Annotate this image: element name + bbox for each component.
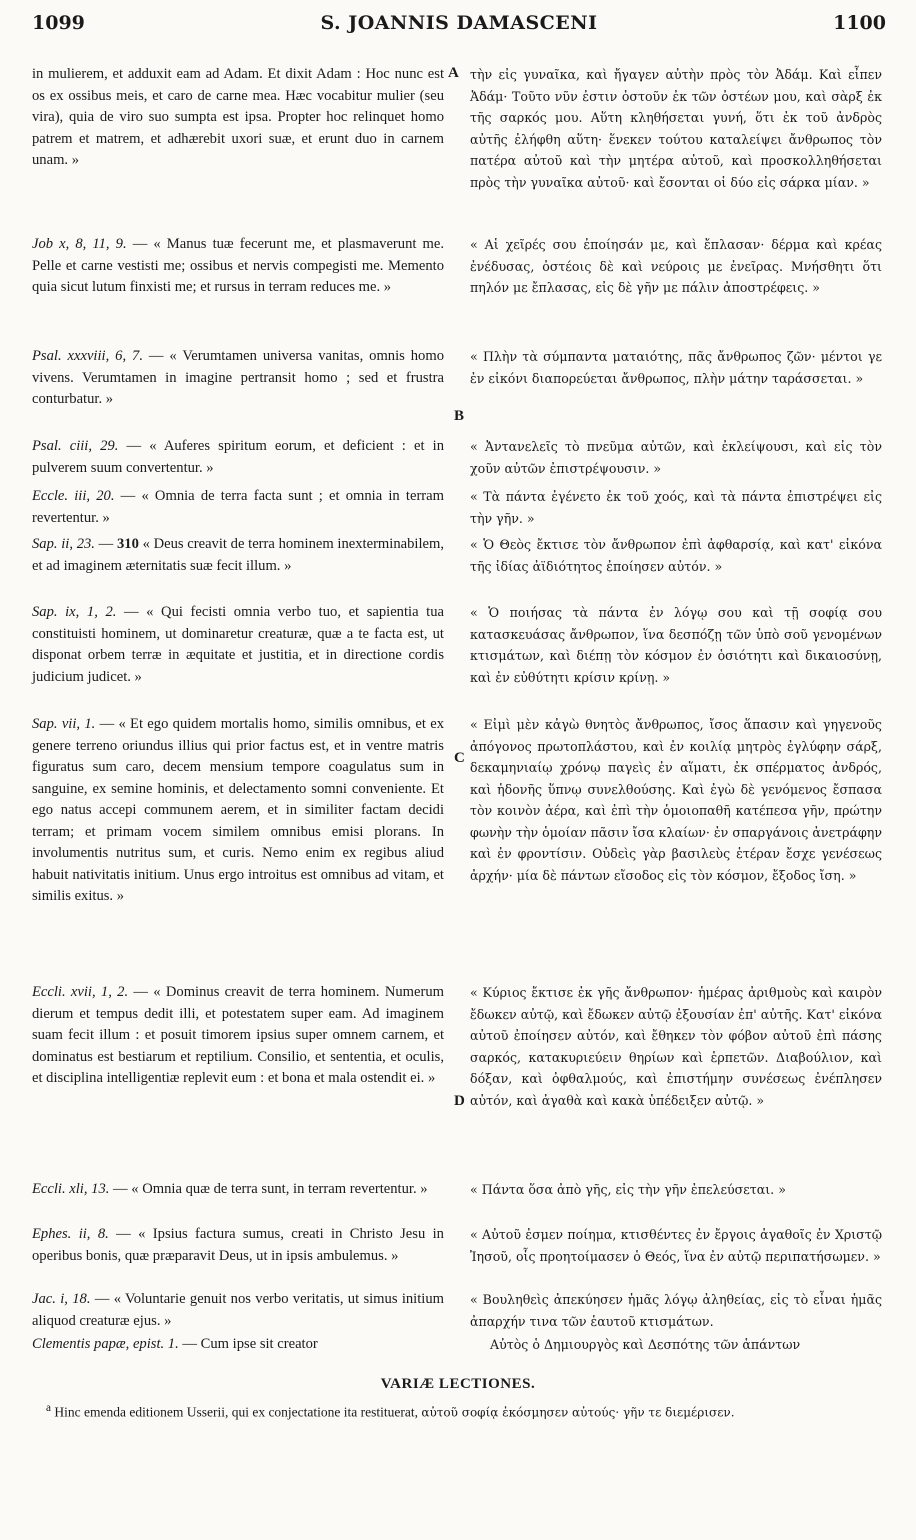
running-title: S. JOANNIS DAMASCENI — [320, 12, 598, 34]
latin-paragraph: Ephes. ii, 8. — « Ipsius factura sumus, creati in Christo Jesu in operibus bonis, quæ præparavit Deus, ut in ipsis ambulemus. » — [32, 1226, 444, 1264]
latin-paragraph: Eccli. xvii, 1, 2. — « Dominus creavit de terra hominem. Numerum dierum et tempus dedit illi, et potestatem super eam. Ad imaginem suam fecit illum : et posuit timorem ipsius super omnem carnem, et dominatus est bestiarum et reptilium. Consilio, et sententia, et oculis, et disciplina intelligentiæ replevit eum : et bona et mala ostendit ei. » — [32, 984, 444, 1086]
latin-paragraph: Sap. ii, 23. — 310 « Deus creavit de terra hominem inexterminabilem, et ad imaginem æternitatis suæ fecit illum. » — [32, 536, 444, 574]
greek-paragraph: « Αὐτοῦ ἐσμεν ποίημα, κτισθέντες ἐν ἔργοις ἀγαθοῖς ἐν Χριστῷ Ἰησοῦ, οἷς προητοίμασεν ὁ Θεός, ἵνα ἐν αὐτῷ περιπατήσωμεν. » — [470, 1227, 882, 1264]
greek-paragraph: « Πλὴν τὰ σύμπαντα ματαιότης, πᾶς ἄνθρωπος ζῶν· μέντοι γε ἐν εἰκόνι διαπορεύεται ἄνθρωπος, πλὴν μάτην ταράσσεται. » — [470, 349, 882, 386]
footnote-greek: αὐτοῦ σοφίᾳ ἐκόσμησεν αὐτούς· γῆν τε διεμέρισεν. — [421, 1405, 735, 1420]
scripture-reference: Psal. ciii, 29. — [32, 438, 119, 454]
latin-paragraph: in mulierem, et adduxit eam ad Adam. Et dixit Adam : Hoc nunc est os ex ossibus meis, et caro de carne mea. Hæc vocabitur mulier (seu vira), quia de viro suo sumpta est ipsa. Propter hoc relinquet homo patrem et matrem, et adhærebit uxori suæ, et erunt duo in carnem unam. » — [32, 66, 444, 168]
page-header — [32, 12, 886, 42]
page-number-right: 1100 — [833, 12, 886, 34]
greek-paragraph: « Κύριος ἔκτισε ἐκ γῆς ἄνθρωπον· ἡμέρας ἀριθμοὺς καὶ καιρὸν ἔδωκεν αὐτῷ, καὶ ἔδωκεν αὐτῷ ἐξουσίαν ἐπ' αὐτῆς. Κατ' εἰκόνα αὐτοῦ ἐποίησεν αὐτόν, καὶ ἔθηκεν τὸν φόβον αὐτοῦ ἐπὶ πάσης σαρκός, κατακυριεύειν θηρίων καὶ ἑρπετῶν. Διαβούλιον, καὶ δόξαν, καὶ ὀφθαλμούς, καὶ ἐπιστήμην συνέσεως ἐνέπλησεν αὐτόν, καὶ ἀγαθὰ καὶ κακὰ ὑπέδειξεν αὐτῷ. » — [470, 985, 882, 1108]
greek-column — [470, 64, 882, 1374]
greek-paragraph: Αὐτὸς ὁ Δημιουργὸς καὶ Δεσπότης τῶν ἁπάντων — [490, 1337, 801, 1352]
footnote-marker: a — [46, 1402, 51, 1414]
scripture-reference: Sap. ix, 1, 2. — [32, 604, 117, 620]
section-marker-a: A — [448, 65, 459, 81]
latin-paragraph: Jac. i, 18. — « Voluntarie genuit nos verbo veritatis, ut simus initium aliquod creaturæ ejus. » — [32, 1291, 444, 1329]
latin-paragraph: Eccle. iii, 20. — « Omnia de terra facta sunt ; et omnia in terram revertentur. » — [32, 488, 444, 526]
scripture-reference: Eccli. xvii, 1, 2. — [32, 984, 129, 1000]
scripture-reference: Eccli. xli, 13. — [32, 1181, 110, 1197]
greek-paragraph: « Ὁ ποιήσας τὰ πάντα ἐν λόγῳ σου καὶ τῇ σοφίᾳ σου κατασκευάσας ἄνθρωπον, ἵνα δεσπόζῃ τῶν ὑπὸ σοῦ γενομένων κτισμάτων, καὶ διέπῃ τὸν κόσμον ἐν ὁσιότητι καὶ δικαιοσύνῃ, καὶ ἐν εὐθύτητι κρίσιν κρίνῃ. » — [470, 605, 882, 685]
greek-paragraph: « Τὰ πάντα ἐγένετο ἐκ τοῦ χοός, καὶ τὰ πάντα ἐπιστρέψει εἰς τὴν γῆν. » — [470, 489, 882, 526]
scripture-reference: Eccle. iii, 20. — [32, 488, 115, 504]
latin-paragraph: Job x, 8, 11, 9. — « Manus tuæ fecerunt me, et plasmaverunt me. Pelle et carne vestisti me; ossibus et nervis compegisti me. Memento quia sicut lutum finxisti me; et rursus in terram reduces me. » — [32, 236, 445, 295]
section-marker-c: C — [454, 750, 465, 766]
scripture-reference: Clementis papæ, epist. 1. — [32, 1336, 179, 1352]
latin-paragraph: Sap. vii, 1. — « Et ego quidem mortalis homo, similis omnibus, et ex genere terreno oriundus illius qui prior factus est, et in ventre matris figuratus sum caro, decem mensium tempore coagulatus sum in sanguine, ex semine hominis, et delectamento somni conveniente. Et ego natus accepi communem aerem, et in similiter factam decidi terram; et primam vocem similem omnibus emisi plorans. In involumentis nutritus sum, et curis. Nemo enim ex regibus aliud habuit nativitatis initium. Unus ergo introitus est omnibus ad vitam, et similis exitus. » — [32, 716, 444, 904]
section-marker-d: D — [454, 1093, 465, 1109]
greek-paragraph: « Ἀντανελεῖς τὸ πνεῦμα αὐτῶν, καὶ ἐκλείψουσι, καὶ εἰς τὸν χοῦν αὐτῶν ἐπιστρέψουσιν. » — [470, 439, 882, 476]
page-number-left: 1099 — [32, 12, 85, 34]
scripture-reference: Job x, 8, 11, 9. — [32, 236, 127, 252]
scripture-reference: Psal. xxxviii, 6, 7. — [32, 348, 143, 364]
column-number: 310 — [116, 536, 139, 552]
scripture-reference: Ephes. ii, 8. — [32, 1226, 109, 1242]
scripture-reference: Jac. i, 18. — [32, 1291, 91, 1307]
latin-paragraph: Eccli. xli, 13. — « Omnia quæ de terra sunt, in terram revertentur. » — [32, 1181, 428, 1197]
footnote — [46, 1400, 884, 1422]
greek-paragraph: « Πάντα ὅσα ἀπὸ γῆς, εἰς τὴν γῆν ἐπελεύσεται. » — [470, 1182, 786, 1197]
latin-paragraph: Psal. xxxviii, 6, 7. — « Verumtamen universa vanitas, omnis homo vivens. Verumtamen in imagine pertransit homo ; sed et frustra conturbatur. » — [32, 348, 444, 407]
greek-paragraph: « Ὁ Θεὸς ἔκτισε τὸν ἄνθρωπον ἐπὶ ἀφθαρσίᾳ, καὶ κατ' εἰκόνα τῆς ἰδίας ἀϊδιότητος ἐποίησεν αὐτόν. » — [470, 537, 882, 574]
greek-paragraph: « Βουληθεὶς ἀπεκύησεν ἡμᾶς λόγῳ ἀληθείας, εἰς τὸ εἶναι ἡμᾶς ἀπαρχήν τινα τῶν ἑαυτοῦ κτισμάτων. — [470, 1292, 882, 1329]
latin-paragraph: Psal. ciii, 29. — « Auferes spiritum eorum, et deficient : et in pulverem suum convertentur. » — [32, 438, 444, 476]
variae-lectiones-title: VARIÆ LECTIONES. — [380, 1376, 536, 1392]
scripture-reference: Sap. vii, 1. — [32, 716, 96, 732]
greek-paragraph: « Εἰμὶ μὲν κἀγὼ θνητὸς ἄνθρωπος, ἴσος ἅπασιν καὶ γηγενοῦς ἀπόγονος πρωτοπλάστου, καὶ ἐν κοιλίᾳ μητρὸς ἐγλύφην σάρξ, δεκαμηνιαίῳ χρόνῳ παγεὶς ἐν αἵματι, ἐκ σπέρματος ἀνδρός, καὶ ἡδονῆς ὕπνῳ συνελθούσης. Καὶ ἐγὼ δὲ γενόμενος ἔσπασα τὸν κοινὸν ἀέρα, καὶ ἐπὶ τὴν ὁμοιοπαθῆ κατέπεσα γῆν, πρώτην φωνὴν τὴν ὁμοίαν πᾶσιν ἴσα κλαίων· ἐν σπαργάνοις ἀνετράφην καὶ ἐν φροντίσιν. Οὐδεὶς γὰρ βασιλεὺς ἑτέραν ἔσχε γενέσεως ἀρχήν· μία δὲ πάντων εἴσοδος εἰς τὸν κόσμον, ἔξοδος ἴση. » — [470, 717, 882, 883]
section-marker-b: B — [454, 408, 465, 424]
latin-column — [32, 64, 444, 1374]
greek-paragraph: τὴν εἰς γυναῖκα, καὶ ἤγαγεν αὐτὴν πρὸς τὸν Ἀδάμ. Καὶ εἶπεν Ἀδάμ· Τοῦτο νῦν ἐστιν ὀστοῦν ἐκ τῶν ὀστέων μου, καὶ σὰρξ ἐκ τῆς σαρκός μου. Αὕτη κληθήσεται γυνή, ὅτι ἐκ τοῦ ἀνδρὸς αὐτῆς ἐλήφθη αὕτη· ἕνεκεν τούτου καταλείψει ἄνθρωπος τὸν πατέρα αὐτοῦ καὶ τὴν μητέρα αὐτοῦ, καὶ προσκολληθήσεται πρὸς τὴν γυναῖκα αὐτοῦ· καὶ ἔσονται οἱ δύο εἰς σάρκα μίαν. » — [470, 67, 882, 190]
greek-paragraph: « Αἱ χεῖρές σου ἐποίησάν με, καὶ ἔπλασαν· δέρμα καὶ κρέας ἐνέδυσας, ὀστέοις δὲ καὶ νεύροις με ἐνεῖρας. Μνήσθητι ὅτι πηλόν με ἔπλασας, εἰς δὲ γῆν με πάλιν ἀποστρέφεις. » — [470, 237, 882, 295]
footnote-latin: Hinc emenda editionem Usserii, qui ex conjectatione ita restituerat, — [51, 1404, 422, 1420]
latin-paragraph: Sap. ix, 1, 2. — « Qui fecisti omnia verbo tuo, et sapientia tua constituisti hominem, ut dominaretur creaturæ, quæ a te facta est, ut disponat orbem terræ in æquitate et justitia, et in directione cordis judicium judicet. » — [32, 604, 444, 685]
scripture-reference: Sap. ii, 23. — [32, 536, 95, 552]
latin-paragraph: Clementis papæ, epist. 1. — Cum ipse sit creator — [32, 1336, 318, 1352]
